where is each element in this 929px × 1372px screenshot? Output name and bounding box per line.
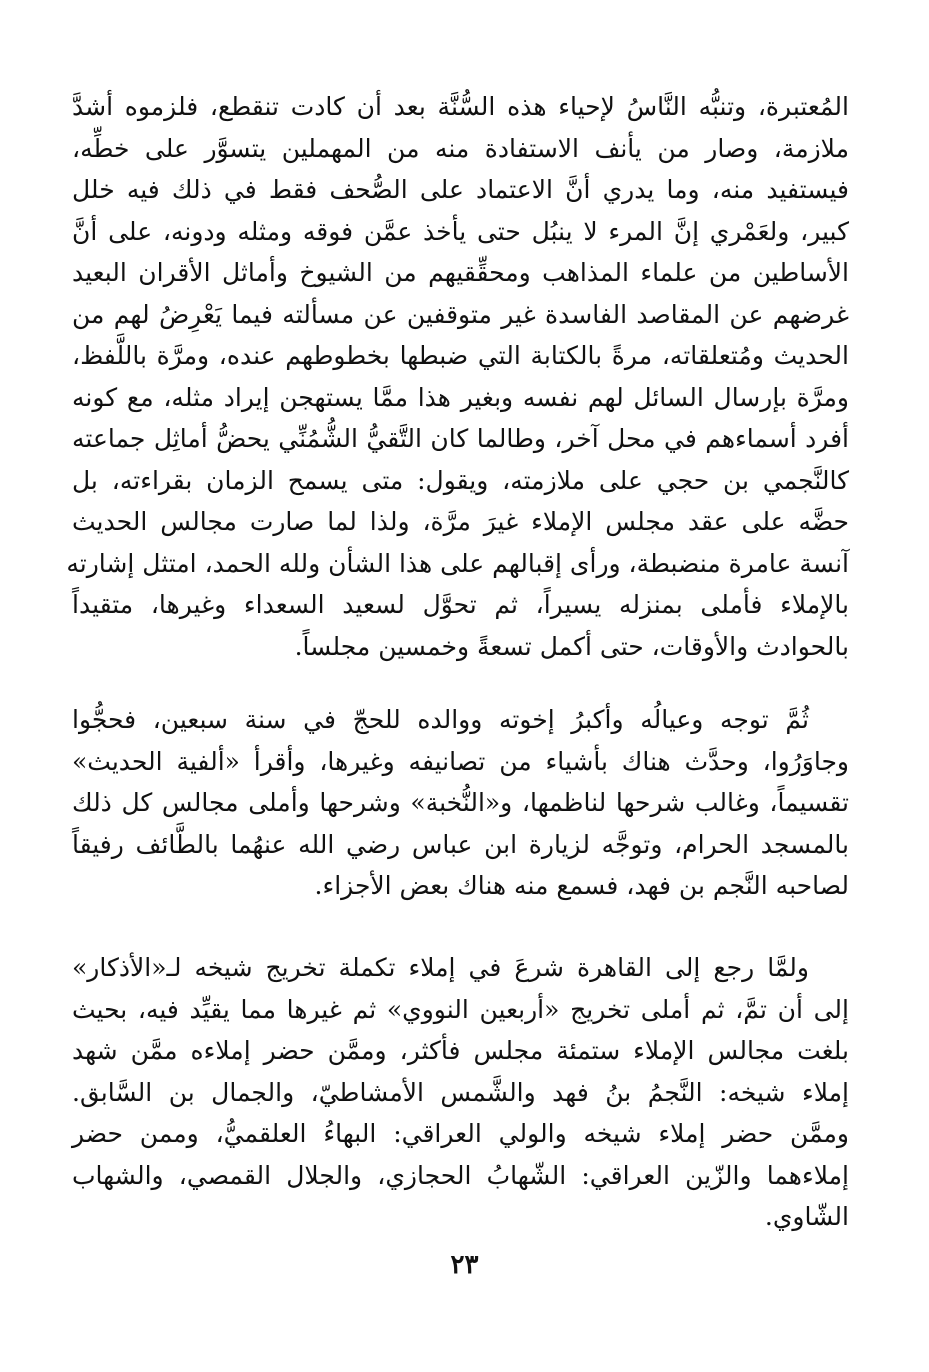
text-line: حضَّه على عقد مجلس الإملاء غيرَ مرَّة، ولذا لما صارت مجالس الحديث [72,507,849,536]
text-line: فيستفيد منه، وما يدري أنَّ الاعتماد على الصُّحف فقط في ذلك فيه خلل [72,175,849,204]
text-line: بلغت مجالس الإملاء ستمئة مجلس فأكثر، وممَّن حضر إملاءه ممَّن شهد [72,1036,849,1065]
paragraph-1 [66,86,849,667]
text-line: بالحوادث والأوقات، حتى أكمل تسعةً وخمسين مجلساً. [294,631,849,661]
text-line: كالنَّجمي بن حجي على ملازمته، ويقول: متى يسمح الزمان بقراءته، بل [72,465,849,495]
paragraph-2 [72,699,849,907]
text-line: ملازمة، وصار من يأنف الاستفادة منه من المهملين يتسوَّر على خطِّه، [72,133,849,163]
text-line: ثُمَّ توجه وعيالُه وأكبرُ إخوته ووالده للحجّ في سنة سبعين، فحجُّوا [72,705,809,734]
text-line: بالإملاء فأملى بمنزله يسيراً، ثم تحوَّل لسعيد السعداء وغيرها، متقيداً [72,590,849,619]
text-line: ومرَّة بإرسال السائل لهم نفسه وبغير هذا ممَّا يستهجن إيراد مثله، مع كونه [72,382,849,412]
text-line: إملاءهما والزّين العراقي: الشّهابُ الحجازي، والجلال القمصي، والشهاب [72,1160,849,1190]
text-line: إلى أن تمَّ، ثم أملى تخريج «أربعين النووي» ثم غيرها مما يقيِّد فيه، بحيث [72,994,849,1024]
text-line: الأساطين من علماء المذاهب ومحقِّقيهم من الشيوخ وأماثل الأقران البعيد [72,258,849,287]
text-line: الحديث ومُتعلقاته، مرةً بالكتابة التي ضبطها بخطوطهم عنده، ومرَّة باللَّفظ، [72,341,849,370]
text-line: غرضهم عن المقاصد الفاسدة غير متوقفين عن مسألته فيما يَعْرِضُ لهم من [72,299,849,329]
text-line: كبير، ولعَمْري إنَّ المرء لا ينبُل حتى يأخذ عمَّن فوقه ومثله ودونه، على أنَّ [72,216,849,246]
text-line: وممَّن حضر إملاء شيخه والولي العراقي: البهاءُ العلقميُّ، وممن حضر [72,1119,849,1148]
text-line: وجاوَرُوا، وحدَّث هناك بأشياء من تصانيفه وغيرها، وأقرأ «ألفية الحديث» [72,746,849,776]
text-line: تقسيماً، وغالب شرحها لناظمها، و«النُّخبة» وشرحها وأملى مجالس كل ذلك [72,788,849,817]
text-line: الشّاوي. [764,1202,849,1231]
text-line: آنسة عامرة منضبطة، ورأى إقبالهم على هذا الشأن ولله الحمد، امتثل إشارته [66,548,849,578]
text-line: ولمَّا رجع إلى القاهرة شرعَ في إملاء تكملة تخريج شيخه لـ«الأذكار» [72,953,809,982]
paragraph-3 [72,947,849,1238]
text-line: بالمسجد الحرام، وتوجَّه لزيارة ابن عباس رضي الله عنهُما بالطَّائف رفيقاً [72,829,849,859]
text-line: المُعتبرة، وتنبُّه النَّاسُ لإحياء هذه السُّنَّة بعد أن كادت تنقطع، فلزموه أشدَّ [72,92,849,121]
text-line: إملاء شيخه: النَّجمُ بنُ فهد والشَّمس الأمشاطيّ، والجمال بن السَّابق. [72,1077,849,1107]
page-number: ٢٣ [450,1250,479,1280]
text-line: لصاحبه النَّجم بن فهد، فسمع منه هناك بعض الأجزاء. [314,871,849,900]
text-line: أفرد أسماءهم في محل آخر، وطالما كان التَّقيُّ الشُّمُنِّي يحضُّ أماثِل جماعته [72,424,849,453]
